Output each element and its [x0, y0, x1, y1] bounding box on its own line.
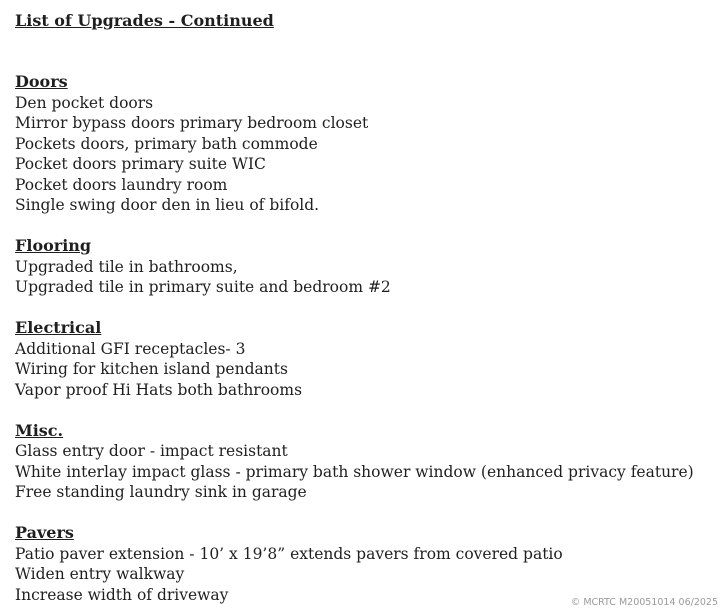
section-doors [15, 72, 715, 216]
list-item: Upgraded tile in bathrooms, [15, 257, 238, 276]
list-item: Upgraded tile in primary suite and bedroom #2 [15, 278, 391, 296]
section-flooring [15, 236, 715, 298]
list-item: Increase width of driveway [15, 585, 229, 604]
list-item: Widen entry walkway [15, 565, 185, 583]
page-title: List of Upgrades - Continued [15, 11, 274, 30]
list-item: Additional GFI receptacles- 3 [15, 339, 246, 358]
section-pavers [15, 523, 715, 605]
section-heading: Flooring [15, 236, 92, 255]
list-item: Wiring for kitchen island pendants [15, 360, 288, 378]
list-item: Pockets doors, primary bath commode [15, 134, 318, 153]
list-item: Single swing door den in lieu of bifold. [15, 196, 320, 214]
list-item: Den pocket doors [15, 93, 154, 112]
mls-watermark: © MCRTC M20051014 06/2025 [570, 597, 718, 608]
section-electrical [15, 318, 715, 400]
list-item: Mirror bypass doors primary bedroom closet [15, 114, 369, 132]
list-item: Pocket doors laundry room [15, 175, 228, 194]
section-heading: Pavers [15, 523, 74, 542]
list-item: Glass entry door - impact resistant [15, 442, 288, 460]
section-heading: Misc. [15, 420, 64, 440]
list-item: Free standing laundry sink in garage [15, 483, 307, 501]
section-misc [15, 421, 715, 503]
list-item: White interlay impact glass - primary bath shower window (enhanced privacy feature) [15, 462, 694, 481]
section-heading: Electrical [15, 318, 102, 337]
section-heading: Doors [15, 72, 68, 91]
list-item: Patio paver extension - 10’ x 19’8” extends pavers from covered patio [15, 544, 563, 563]
document-body [15, 10, 715, 605]
list-item: Pocket doors primary suite WIC [15, 155, 266, 173]
list-item: Vapor proof Hi Hats both bathrooms [15, 380, 303, 399]
